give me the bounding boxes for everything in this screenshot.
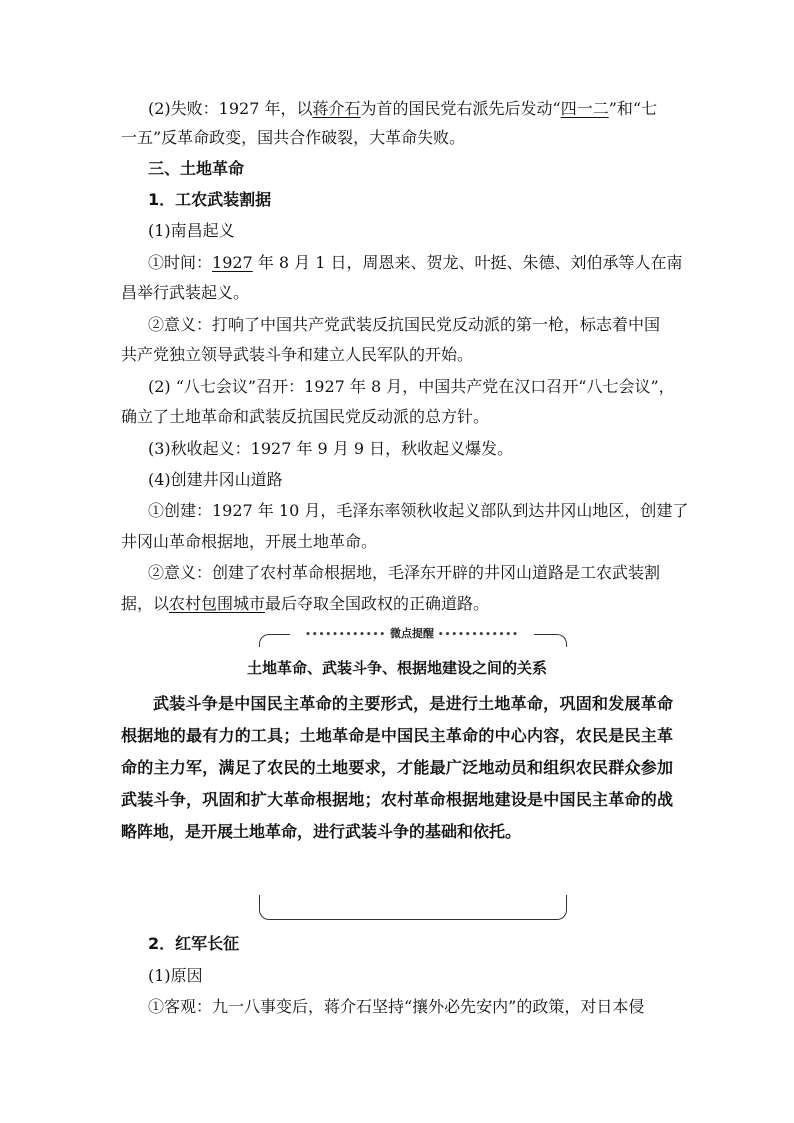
qiushou-line: (3)秋收起义：1927 年 9 月 9 日，秋收起义爆发。 — [148, 439, 514, 458]
time-line-1: ①时间：1927 年 8 月 1 日，周恩来、贺龙、叶挺、朱德、刘伯承等人在南 — [148, 253, 683, 272]
meaning1-line-1: ②意义：打响了中国共产党武装反抗国民党反动派的第一枪，标志着中国 — [148, 315, 661, 334]
create-line-2: 井冈山革命根据地，开展土地革命。 — [121, 532, 378, 551]
underlined-chiang: 蒋介石 — [312, 99, 361, 118]
objective-line: ①客观：九一八事变后，蒋介石坚持“攘外必先安内”的政策，对日本侵 — [148, 997, 645, 1016]
failure-line-1: (2)失败：1927 年，以蒋介石为首的国民党右派先后发动“四一二”和“七 — [148, 99, 658, 118]
nanchang-heading: (1)南昌起义 — [148, 221, 235, 240]
failure-line-2: 一五”反革命政变，国共合作破裂，大革命失败。 — [121, 128, 466, 147]
subheading-long-march: 2．红军长征 — [148, 934, 240, 953]
reason-heading: (1)原因 — [148, 966, 203, 985]
baqi-line-2: 确立了土地革命和武装反抗国民党反动派的总方针。 — [121, 407, 490, 426]
underlined-412: 四一二 — [560, 99, 609, 118]
tip-label: •••••••••••• 微点提醒 •••••••••••• — [290, 626, 534, 642]
meaning1-line-2: 共产党独立领导武装斗争和建立人民军队的开始。 — [121, 345, 474, 364]
meaning2-line-2: 据，以农村包围城市最后夺取全国政权的正确道路。 — [121, 594, 490, 613]
tip-body: 武装斗争是中国民主革命的主要形式，是进行土地革命，巩固和发展革命根据地的最有力的工具；土地革命是中国民主革命的中心内容，农民是民主革命的主力军，满足了农民的土地要求，才能最广泛地动员和组织农民群众参加武装斗争，巩固和扩大革命根据地；农村革命根据地建设是中国民主革命的战略阵地，是开展土地革命，进行武装斗争的基础和依托。 — [121, 694, 673, 841]
section-heading-land-revolution: 三、土地革命 — [148, 159, 245, 178]
create-line-1: ①创建：1927 年 10 月，毛泽东率领秋收起义部队到达井冈山地区，创建了 — [148, 501, 689, 520]
baqi-line-1: (2) “八七会议”召开：1927 年 8 月，中国共产党在汉口召开“八七会议”， — [148, 377, 675, 396]
tip-box-bottom-border — [259, 895, 567, 920]
jinggang-heading: (4)创建井冈山道路 — [148, 470, 283, 489]
underlined-1927: 1927 — [212, 253, 253, 272]
tip-title: 土地革命、武装斗争、根据地建设之间的关系 — [246, 659, 547, 677]
subheading-armed-separatism: 1．工农武装割据 — [148, 190, 272, 209]
meaning2-line-1: ②意义：创建了农村革命根据地，毛泽东开辟的井冈山道路是工农武装割 — [148, 563, 661, 582]
time-line-2: 昌举行武装起义。 — [121, 283, 250, 302]
underlined-rural-encircle: 农村包围城市 — [169, 594, 266, 613]
